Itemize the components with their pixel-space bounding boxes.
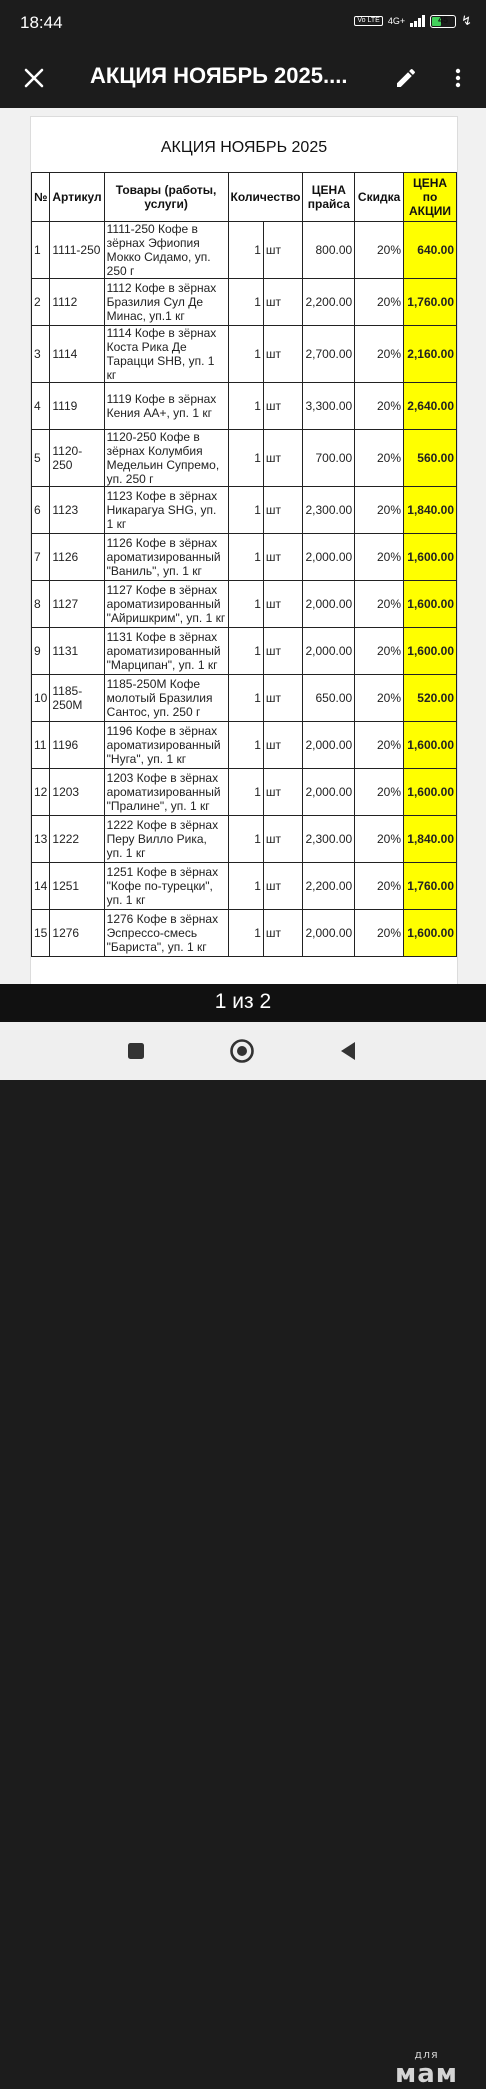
row-discount: 20%: [355, 279, 404, 326]
row-list-price: 2,000.00: [303, 581, 355, 628]
row-discount: 20%: [355, 628, 404, 675]
row-promo-price: 1,840.00: [404, 816, 457, 863]
row-qty: 1: [228, 279, 263, 326]
watermark-bottom: мам: [395, 2059, 459, 2089]
row-list-price: 2,000.00: [303, 628, 355, 675]
row-sku: 1203: [50, 769, 104, 816]
table-row: [32, 628, 457, 675]
col-sku-header: Артикул: [50, 173, 104, 222]
row-discount: 20%: [355, 581, 404, 628]
more-vertical-icon: [446, 66, 470, 90]
row-promo-price: 1,760.00: [404, 863, 457, 910]
row-sku: 1196: [50, 722, 104, 769]
row-qty: 1: [228, 910, 263, 957]
row-discount: 20%: [355, 722, 404, 769]
row-product-name: 1126 Кофе в зёрнах ароматизированный "Ваниль", уп. 1 кг: [104, 534, 228, 581]
row-sku: 1112: [50, 279, 104, 326]
row-product-name: 1185-250M Кофе молотый Бразилия Сантос, уп. 250 г: [104, 675, 228, 722]
table-row: [32, 383, 457, 430]
col-num-header: №: [32, 173, 50, 222]
page-heading: АКЦИЯ НОЯБРЬ 2025: [160, 139, 328, 156]
row-product-name: 1114 Кофе в зёрнах Коста Рика Де Тарацци SHB, уп. 1 кг: [104, 326, 228, 383]
row-qty: 1: [228, 534, 263, 581]
table-row: [32, 487, 457, 534]
row-sku: 1114: [50, 326, 104, 383]
row-num: 7: [32, 534, 50, 581]
row-sku: 1131: [50, 628, 104, 675]
row-product-name: 1111-250 Кофе в зёрнах Эфиопия Мокко Сидамо, уп. 250 г: [104, 222, 228, 279]
row-list-price: 2,300.00: [303, 816, 355, 863]
row-product-name: 1196 Кофе в зёрнах ароматизированный "Нуга", уп. 1 кг: [104, 722, 228, 769]
row-list-price: 2,200.00: [303, 279, 355, 326]
row-promo-price: 1,600.00: [404, 534, 457, 581]
row-qty: 1: [228, 863, 263, 910]
row-discount: 20%: [355, 910, 404, 957]
status-icons: [354, 13, 472, 29]
row-list-price: 2,000.00: [303, 769, 355, 816]
table-row: [32, 675, 457, 722]
row-product-name: 1127 Кофе в зёрнах ароматизированный "Айришкрим", уп. 1 кг: [104, 581, 228, 628]
charging-icon: ↯: [461, 13, 472, 28]
table-row: [32, 769, 457, 816]
row-num: 13: [32, 816, 50, 863]
row-product-name: 1276 Кофе в зёрнах Эспрессо-смесь "Бариста", уп. 1 кг: [104, 910, 228, 957]
row-qty: 1: [228, 722, 263, 769]
row-sku: 1120-250: [50, 430, 104, 487]
table-row: [32, 816, 457, 863]
row-list-price: 3,300.00: [303, 383, 355, 430]
more-options-button[interactable]: [441, 61, 475, 95]
status-bar: [0, 0, 486, 48]
row-discount: 20%: [355, 534, 404, 581]
row-num: 2: [32, 279, 50, 326]
table-body: [32, 222, 457, 957]
document-viewer[interactable]: [0, 108, 486, 984]
row-unit: шт: [263, 628, 303, 675]
table-row: [32, 279, 457, 326]
row-unit: шт: [263, 675, 303, 722]
row-product-name: 1131 Кофе в зёрнах ароматизированный "Марципан", уп. 1 кг: [104, 628, 228, 675]
app-bar: [0, 48, 486, 108]
back-button[interactable]: [335, 1038, 361, 1064]
row-promo-price: 560.00: [404, 430, 457, 487]
back-icon: [338, 1040, 358, 1062]
row-sku: 1185-250M: [50, 675, 104, 722]
row-sku: 1119: [50, 383, 104, 430]
row-promo-price: 2,640.00: [404, 383, 457, 430]
row-qty: 1: [228, 581, 263, 628]
row-unit: шт: [263, 816, 303, 863]
row-unit: шт: [263, 581, 303, 628]
row-qty: 1: [228, 430, 263, 487]
row-qty: 1: [228, 487, 263, 534]
row-num: 1: [32, 222, 50, 279]
row-discount: 20%: [355, 222, 404, 279]
row-sku: 1222: [50, 816, 104, 863]
row-num: 5: [32, 430, 50, 487]
network-type-icon: 4G+: [387, 15, 406, 26]
battery-percent: 45: [438, 14, 449, 25]
row-promo-price: 1,600.00: [404, 722, 457, 769]
volte-icon: Vo LTE: [354, 16, 382, 26]
row-discount: 20%: [355, 863, 404, 910]
row-promo-price: 1,600.00: [404, 910, 457, 957]
row-num: 4: [32, 383, 50, 430]
row-list-price: 2,000.00: [303, 534, 355, 581]
row-discount: 20%: [355, 326, 404, 383]
document-page: [30, 116, 458, 984]
row-discount: 20%: [355, 430, 404, 487]
row-discount: 20%: [355, 769, 404, 816]
row-num: 6: [32, 487, 50, 534]
row-qty: 1: [228, 222, 263, 279]
row-product-name: 1203 Кофе в зёрнах ароматизированный "Пралине", уп. 1 кг: [104, 769, 228, 816]
close-button[interactable]: [17, 61, 51, 95]
row-num: 12: [32, 769, 50, 816]
page-indicator: 1 из 2: [0, 984, 486, 1022]
recent-apps-icon: [127, 1042, 145, 1060]
document-title: АКЦИЯ НОЯБРЬ 2025....: [90, 63, 348, 88]
row-promo-price: 1,840.00: [404, 487, 457, 534]
watermark-top: для: [414, 2048, 439, 2061]
row-product-name: 1120-250 Кофе в зёрнах Колумбия Медельин Супремо, уп. 250 г: [104, 430, 228, 487]
row-sku: 1123: [50, 487, 104, 534]
row-qty: 1: [228, 675, 263, 722]
signal-icon: [410, 15, 425, 27]
row-discount: 20%: [355, 487, 404, 534]
row-promo-price: 640.00: [404, 222, 457, 279]
row-unit: шт: [263, 863, 303, 910]
table-row: [32, 910, 457, 957]
recent-apps-button[interactable]: [123, 1038, 149, 1064]
battery-icon: [430, 15, 456, 28]
table-row: [32, 430, 457, 487]
row-unit: шт: [263, 222, 303, 279]
edit-button[interactable]: [389, 61, 423, 95]
table-row: [32, 863, 457, 910]
table-header-row: [32, 173, 457, 222]
row-unit: шт: [263, 430, 303, 487]
row-unit: шт: [263, 910, 303, 957]
row-qty: 1: [228, 383, 263, 430]
col-discount-header: Скидка: [355, 173, 404, 222]
close-icon: [24, 68, 44, 88]
row-product-name: 1222 Кофе в зёрнах Перу Вилло Рика, уп. 1 кг: [104, 816, 228, 863]
table-row: [32, 326, 457, 383]
row-promo-price: 1,600.00: [404, 581, 457, 628]
row-sku: 1276: [50, 910, 104, 957]
row-qty: 1: [228, 816, 263, 863]
row-unit: шт: [263, 722, 303, 769]
row-product-name: 1251 Кофе в зёрнах "Кофе по-турецки", уп. 1 кг: [104, 863, 228, 910]
table-row: [32, 534, 457, 581]
row-sku: 1126: [50, 534, 104, 581]
price-table: [31, 172, 457, 957]
row-num: 3: [32, 326, 50, 383]
col-promo-header: ЦЕНА по АКЦИИ: [404, 173, 457, 222]
row-discount: 20%: [355, 383, 404, 430]
col-qty-header: Количество: [228, 173, 303, 222]
row-sku: 1127: [50, 581, 104, 628]
table-row: [32, 222, 457, 279]
row-product-name: 1112 Кофе в зёрнах Бразилия Сул Де Минас, уп.1 кг: [104, 279, 228, 326]
row-unit: шт: [263, 326, 303, 383]
row-unit: шт: [263, 487, 303, 534]
row-num: 14: [32, 863, 50, 910]
row-product-name: 1123 Кофе в зёрнах Никарагуа SHG, уп. 1 кг: [104, 487, 228, 534]
row-num: 9: [32, 628, 50, 675]
row-list-price: 800.00: [303, 222, 355, 279]
home-icon: [229, 1038, 255, 1064]
row-sku: 1251: [50, 863, 104, 910]
row-qty: 1: [228, 769, 263, 816]
row-list-price: 650.00: [303, 675, 355, 722]
row-sku: 1111-250: [50, 222, 104, 279]
home-button[interactable]: [229, 1038, 255, 1064]
pencil-icon: [394, 66, 418, 90]
row-list-price: 2,000.00: [303, 722, 355, 769]
status-time: 18:44: [20, 13, 63, 32]
row-num: 15: [32, 910, 50, 957]
row-list-price: 2,700.00: [303, 326, 355, 383]
row-qty: 1: [228, 326, 263, 383]
table-row: [32, 722, 457, 769]
row-unit: шт: [263, 383, 303, 430]
system-nav-bar: [0, 1022, 486, 2089]
row-promo-price: 2,160.00: [404, 326, 457, 383]
table-row: [32, 581, 457, 628]
row-qty: 1: [228, 628, 263, 675]
watermark-logo: [395, 2048, 458, 2087]
row-list-price: 700.00: [303, 430, 355, 487]
row-unit: шт: [263, 534, 303, 581]
row-promo-price: 1,600.00: [404, 769, 457, 816]
row-discount: 20%: [355, 816, 404, 863]
row-unit: шт: [263, 279, 303, 326]
col-price-header: ЦЕНА прайса: [303, 173, 355, 222]
row-discount: 20%: [355, 675, 404, 722]
row-promo-price: 1,760.00: [404, 279, 457, 326]
row-num: 10: [32, 675, 50, 722]
row-list-price: 2,000.00: [303, 910, 355, 957]
row-list-price: 2,200.00: [303, 863, 355, 910]
row-unit: шт: [263, 769, 303, 816]
row-num: 8: [32, 581, 50, 628]
row-promo-price: 520.00: [404, 675, 457, 722]
row-list-price: 2,300.00: [303, 487, 355, 534]
col-name-header: Товары (работы, услуги): [104, 173, 228, 222]
row-product-name: 1119 Кофе в зёрнах Кения АА+, уп. 1 кг: [104, 383, 228, 430]
row-promo-price: 1,600.00: [404, 628, 457, 675]
row-num: 11: [32, 722, 50, 769]
